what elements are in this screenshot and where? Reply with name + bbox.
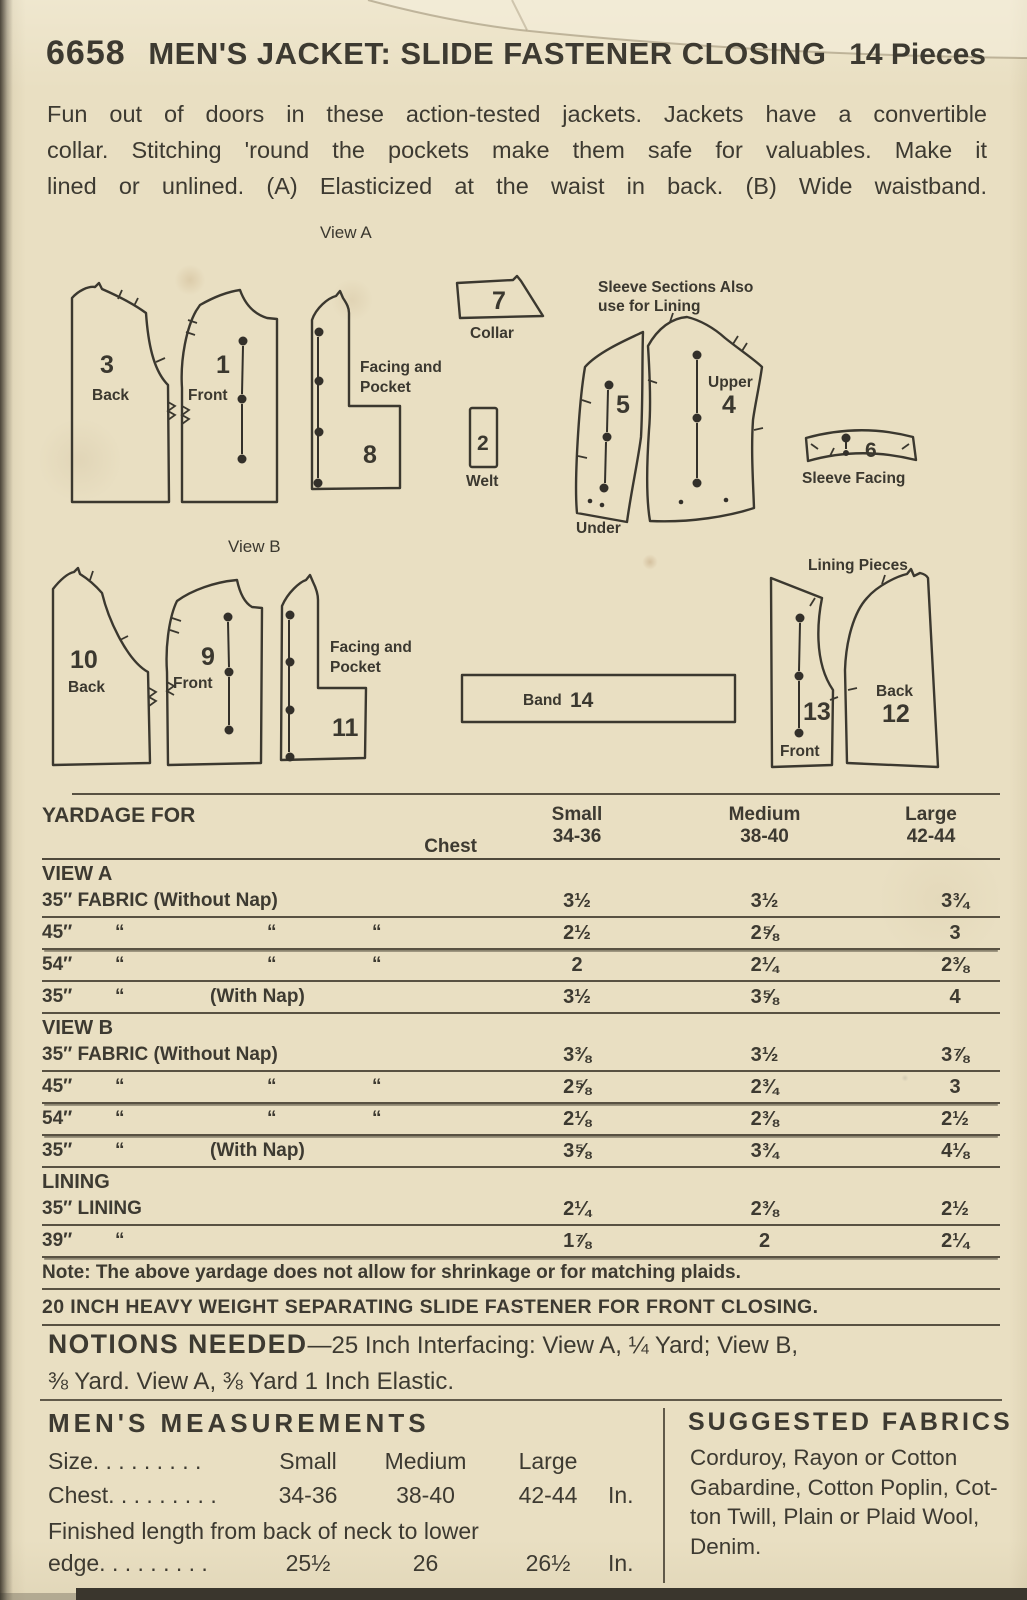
piece-label: Upper: [708, 374, 753, 391]
fastener-note: 20 INCH HEAVY WEIGHT SEPARATING SLIDE FASTENER FOR FRONT CLOSING.: [42, 1290, 1000, 1326]
table-row: 45″ “ “ “ 2⅝ 2¾ 3: [42, 1072, 1000, 1104]
pattern-piece-lining-front: [771, 578, 838, 767]
piece-label: Back: [92, 387, 130, 404]
piece-label-line1: Facing and: [360, 359, 442, 376]
fabrics-heading: SUGGESTED FABRICS: [688, 1408, 1013, 1436]
piece-label: Back: [876, 683, 914, 700]
pattern-piece-under-sleeve: [576, 332, 643, 537]
sleeve-note-line2: use for Lining: [598, 298, 701, 315]
pattern-piece-lining-back: [845, 569, 938, 767]
fabrics-line: Gabardine, Cotton Poplin, Cot-: [690, 1474, 998, 1500]
fabrics-line: Corduroy, Rayon or Cotton: [690, 1445, 958, 1470]
notions-heading: NOTIONS NEEDED: [48, 1329, 308, 1359]
piece-number: 11: [332, 714, 359, 742]
description-line-1: Fun out of doors in these action-tested jackets. Jackets have a convertible: [47, 101, 987, 127]
pattern-piece-collar: [457, 276, 543, 342]
piece-label-line1: Facing and: [330, 639, 412, 656]
piece-label-line2: Pocket: [330, 659, 381, 676]
piece-number: 13: [803, 698, 831, 726]
piece-number: 2: [477, 432, 489, 455]
piece-number: 9: [201, 643, 215, 671]
piece-number: 7: [492, 287, 506, 315]
pattern-piece-welt: [466, 408, 498, 490]
piece-label: Under: [576, 520, 621, 537]
scan-edge-bottom-left: [0, 1593, 76, 1600]
piece-label: Front: [173, 675, 213, 692]
size-row: Size. . . . . . . . . Small Medium Large: [48, 1448, 578, 1474]
description-line-3: lined or unlined. (A) Elasticized at the waist in back. (B) Wide waistband.: [47, 173, 987, 199]
section-heading-view-b: VIEW B: [42, 1017, 114, 1039]
table-row: 35″ FABRIC (Without Nap) 3½ 3½ 3¾: [42, 886, 1000, 918]
yardage-note: Note: The above yardage does not allow for shrinkage or for matching plaids.: [42, 1258, 1000, 1290]
pattern-piece-front-b: [167, 580, 262, 765]
yardage-table: [42, 789, 1000, 1326]
scan-edge-bottom: [76, 1588, 1027, 1600]
measurements-heading: MEN'S MEASUREMENTS: [48, 1408, 430, 1438]
table-row: 39″ “ 1⅞ 2 2¼: [42, 1226, 1000, 1258]
edge-label: edge. . . . . . . . .: [48, 1550, 208, 1576]
piece-number: 10: [70, 646, 98, 674]
notions-line-1-rest: —25 Inch Interfacing: View A, ¼ Yard; View B,: [307, 1332, 799, 1359]
unit-label: In.: [608, 1550, 634, 1576]
piece-number: 4: [722, 391, 736, 419]
fabrics-line: Denim.: [690, 1533, 762, 1559]
table-row: 35″ FABRIC (Without Nap) 3⅜ 3½ 3⅞: [42, 1040, 1000, 1072]
pattern-piece-facing-a: [312, 291, 442, 489]
page-title: MEN'S JACKET: SLIDE FASTENER CLOSING: [148, 36, 827, 71]
chest-label: Chest: [424, 836, 477, 857]
piece-label-line2: Pocket: [360, 379, 411, 396]
column-divider: [663, 1408, 665, 1583]
edge-row: edge. . . . . . . . . 25½ 26 26½ In.: [48, 1550, 658, 1577]
lining-pieces-label: Lining Pieces: [808, 557, 908, 574]
piece-number: 3: [100, 351, 114, 379]
view-b-label: View B: [228, 537, 281, 556]
piece-number: 8: [363, 441, 377, 469]
view-a-label: View A: [320, 223, 372, 242]
piece-label: Front: [188, 387, 228, 404]
fabrics-line: ton Twill, Plain or Plaid Wool,: [690, 1504, 980, 1529]
section-heading-view-a: VIEW A: [42, 863, 113, 885]
piece-number: 5: [616, 391, 630, 419]
piece-label: Back: [68, 679, 106, 696]
piece-label: Sleeve Facing: [802, 470, 906, 487]
chest-row: Chest. . . . . . . . . 34-36 38-40 42-44 In.: [48, 1482, 658, 1509]
description: [47, 96, 987, 204]
pattern-piece-sleeve-facing: [802, 430, 916, 487]
pattern-piece-facing-b: [281, 575, 412, 762]
piece-number: 1: [216, 351, 230, 379]
piece-number: 6: [865, 439, 877, 462]
notions-line-1: [48, 1326, 993, 1364]
table-title: YARDAGE FOR: [42, 804, 196, 827]
section-heading-lining: LINING: [42, 1171, 110, 1193]
finished-length-line: Finished length from back of neck to lower: [48, 1518, 479, 1544]
piece-number: 14: [570, 689, 594, 712]
table-row: 45″ “ “ “ 2½ 2⅝ 3: [42, 918, 1000, 950]
unit-label: In.: [608, 1482, 634, 1508]
piece-label: Welt: [466, 473, 499, 490]
piece-label: Band: [523, 692, 562, 709]
table-row: 54″ “ “ “ 2 2¼ 2⅜: [42, 950, 1000, 982]
pattern-piece-upper-sleeve: [647, 313, 763, 521]
column-small: Small 34-36: [551, 804, 603, 847]
piece-label: Collar: [470, 325, 514, 342]
pieces-count: 14 Pieces: [849, 38, 986, 71]
sleeve-note-line1: Sleeve Sections Also: [598, 279, 754, 296]
pattern-piece-back-b: [53, 568, 156, 765]
piece-number: 12: [882, 700, 910, 728]
pattern-number: 6658: [46, 34, 126, 72]
piece-label: Front: [780, 743, 820, 760]
scan-edge-left: [0, 0, 13, 1600]
table-row: 35″ “ (With Nap) 3⅝ 3¾ 4⅛: [42, 1136, 1000, 1168]
table-row: 35″ “ (With Nap) 3½ 3⅝ 4: [42, 982, 1000, 1014]
chest-label: Chest. . . . . . . . .: [48, 1482, 217, 1508]
pattern-piece-back-a: [72, 283, 175, 502]
pattern-piece-front-a: [182, 290, 277, 502]
column-large: Large 42-44: [905, 804, 957, 847]
table-row: 35″ LINING 2¼ 2⅜ 2½: [42, 1194, 1000, 1226]
fabrics-text: [690, 1443, 1012, 1561]
table-row: 54″ “ “ “ 2⅛ 2⅜ 2½: [42, 1104, 1000, 1136]
description-line-2: collar. Stitching 'round the pockets make them safe for valuables. Make it: [47, 137, 987, 163]
header: [46, 34, 986, 73]
pattern-diagram: [30, 220, 1000, 790]
bottom-section-rule: [40, 1399, 1002, 1401]
table-header: [42, 795, 1000, 860]
size-label: Size. . . . . . . . .: [48, 1448, 202, 1474]
notions-line-2: ⅜ Yard. View A, ⅜ Yard 1 Inch Elastic.: [48, 1368, 455, 1395]
pattern-piece-band: [462, 675, 735, 722]
column-medium: Medium 38-40: [728, 804, 801, 847]
notions: [48, 1326, 993, 1400]
